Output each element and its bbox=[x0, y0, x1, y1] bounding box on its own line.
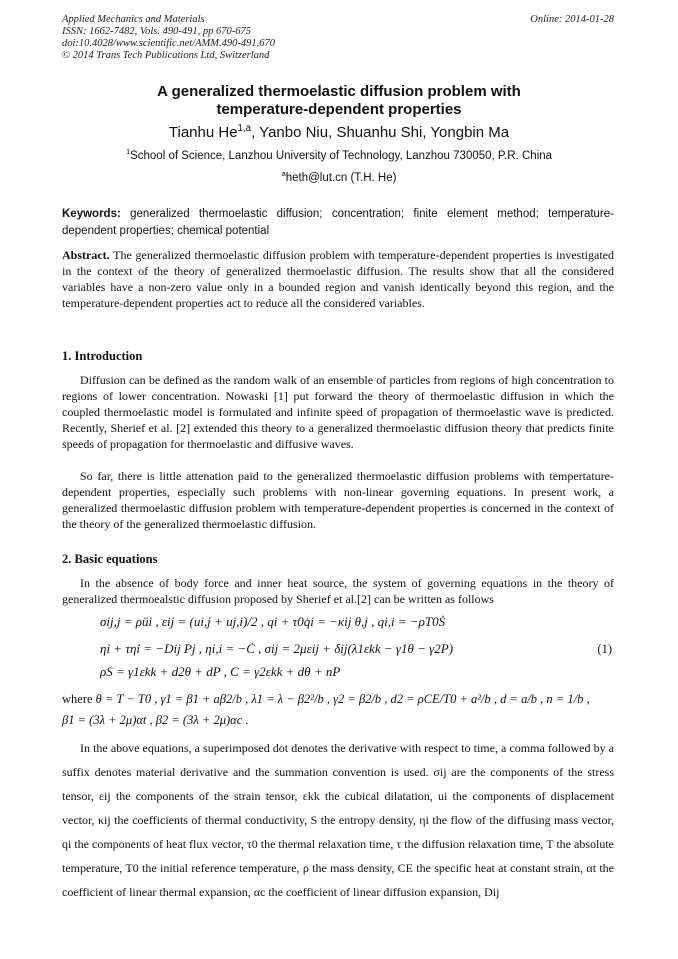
abstract bbox=[62, 247, 614, 311]
doi: doi:10.4028/www.scientific.net/AMM.490-491.670 bbox=[62, 38, 275, 49]
other-authors: , Yanbo Niu, Shuanhu Shi, Yongbin Ma bbox=[251, 124, 510, 141]
section-heading-introduction: 1. Introduction bbox=[62, 349, 143, 363]
keywords bbox=[62, 206, 614, 240]
affiliation bbox=[0, 147, 678, 162]
equation-number: (1) bbox=[597, 642, 612, 656]
online-date: Online: 2014-01-28 bbox=[530, 14, 614, 25]
basic-eq-paragraph-2: In the above equations, a superimposed dot denotes the derivative with respect to time, a comma followed by a suffix denotes material derivative and the summation convention is used. σij are the components of the stress tensor, εij the components of the strain tensor, εkk the cubical dilatation, ui the components of displacement vector, κij the coefficients of thermal conductivity, S the entropy density, ηi the flow of the diffusing mass vector, qi the components of heat flux vector, τ0 the thermal relaxation time, τ the diffusion relaxation time, T the absolute temperature, T0 the initial reference temperature, ρ the mass density, CE the specific heat at constant strain, αt the coefficient of linear thermal expansion, αc the coefficient of linear diffusion expansion, Dij bbox=[62, 741, 614, 899]
email-text: heth@lut.cn (T.H. He) bbox=[285, 172, 397, 184]
first-author-sup: 1,a bbox=[237, 123, 252, 134]
where-label: where bbox=[62, 692, 93, 706]
equation-line-3: ρS = γ1εkk + d2θ + dP , C = γ2εkk + dθ + nP bbox=[100, 664, 341, 679]
affiliation-sup: 1 bbox=[125, 147, 131, 157]
basic-eq-paragraph-1: In the absence of body force and inner heat source, the system of governing equations in the theory of generalized thermoealstic diffusion proposed by Sherief et al.[2] can be written as follows bbox=[62, 576, 614, 606]
abstract-text: The generalized thermoelastic diffusion problem with temperature-dependent properties is investigated in the context of the theory of generalized thermoelastic diffusion. The results show that all the considered variables have a non-zero value only in a bounded region and vanish identically beyond this region, and the temperature-dependent properties act to reduce all the considered variables. bbox=[62, 248, 614, 310]
equation-line-1: σij,j = ρüi , εij = (ui,j + uj,i)/2 , qi + τ0q̇i = −κij θ,j , qi,i = −ρT0Ṡ bbox=[100, 614, 446, 629]
copyright: © 2014 Trans Tech Publications Ltd, Switzerland bbox=[62, 50, 270, 61]
keywords-text: generalized thermoelastic diffusion; concentration; finite element method; temperature-dependent properties; chemical potential bbox=[62, 208, 614, 237]
first-author: Tianhu He bbox=[168, 124, 238, 141]
paper-title: A generalized thermoelastic diffusion problem with temperature-dependent properties bbox=[157, 83, 521, 118]
journal-header bbox=[62, 14, 275, 62]
author-email bbox=[0, 169, 678, 184]
affiliation-text: School of Science, Lanzhou University of Technology, Lanzhou 730050, P.R. China bbox=[130, 150, 553, 162]
issn: ISSN: 1662-7482, Vols. 490-491, pp 670-675 bbox=[62, 26, 251, 37]
intro-paragraph-2: So far, there is little attenation paid to the generalized thermoelastic diffusion problems with tempertature-dependent properties, especially such problems with non-linear governing equations. In present work, a generalized thermoelastic diffusion problem with temperature-dependent properties is concerned in the context of the theory of the generalized thermoelastic diffusion. bbox=[62, 469, 614, 531]
email-sup: a bbox=[281, 169, 286, 179]
where-line-1 bbox=[62, 692, 590, 707]
intro-paragraph-1: Diffusion can be defined as the random walk of an ensemble of particles from regions of high concentration to regions of lower concentration. Nowaski [1] put forward the theory of thermoelastic diffusion in which the coupled thermoelastic model is formulated and infinite speed of propagation of thermoelastic wave is predicted. Recently, Sherief et al. [2] extended this theory to a generalized thermoelastic diffusion theory that predicts finite speeds of propagation for thermoelastic and diffusive waves. bbox=[62, 373, 614, 451]
equation-line-2: ηi + τη̇i = −Dij Pj , ηi,i = −Ċ , σij = 2μεij + δij(λ1εkk − γ1θ − γ2P) bbox=[100, 641, 454, 656]
author-list bbox=[0, 124, 678, 141]
keywords-label: Keywords: bbox=[62, 208, 121, 220]
where-definitions-1: θ = T − T0 , γ1 = β1 + aβ2/b , λ1 = λ − β2²/b , γ2 = β2/b , d2 = ρCE/T0 + a²/b , d = a/b , n = 1/b , bbox=[95, 692, 590, 706]
where-definitions-2: β1 = (3λ + 2μ)αt , β2 = (3λ + 2μ)αc . bbox=[62, 713, 249, 727]
abstract-label: Abstract. bbox=[62, 248, 110, 262]
journal-name: Applied Mechanics and Materials bbox=[62, 14, 205, 25]
section-heading-basic-equations: 2. Basic equations bbox=[62, 552, 158, 566]
